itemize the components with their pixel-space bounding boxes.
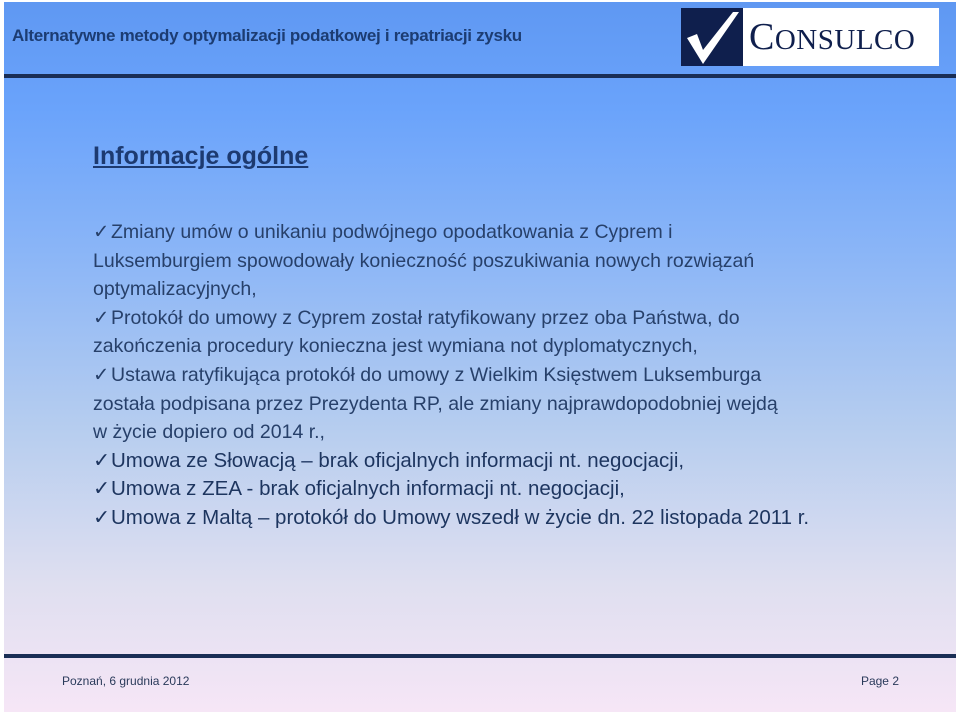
bullet-text: Umowa z Maltą – protokół do Umowy wszedł w życie dn. 22 listopada 2011 r. <box>111 505 810 529</box>
bullet-text: została podpisana przez Prezydenta RP, ale zmiany najprawdopodobniej wejdą <box>93 392 778 415</box>
bullet-line <box>93 390 809 419</box>
checkmark-icon: ✓ <box>93 221 110 243</box>
bullet-list <box>93 218 809 533</box>
bullet-line <box>93 418 809 447</box>
bullet-text: w życie dopiero od 2014 r., <box>93 421 325 444</box>
bullet-text: Zmiany umów o unikaniu podwójnego opodatkowania z Cyprem i <box>111 221 673 243</box>
logo-text: CONSULCO <box>749 16 916 58</box>
consulco-logo <box>681 8 939 66</box>
bullet-line <box>93 247 809 276</box>
bullet-text: Protokół do umowy z Cyprem został ratyfikowany przez oba Państwa, do <box>111 306 740 329</box>
checkmark-icon: ✓ <box>93 306 110 329</box>
bullet-line <box>93 304 809 333</box>
bullet-text: zakończenia procedury konieczna jest wymiana not dyplomatycznych, <box>93 335 698 358</box>
bullet-text: Luksemburgiem spowodowały konieczność poszukiwania nowych rozwiązań <box>93 249 755 272</box>
bullet-text: optymalizacyjnych, <box>93 278 257 301</box>
footer-divider <box>4 654 956 658</box>
header-title: Alternatywne metody optymalizacji podatkowej i repatriacji zysku <box>12 26 522 45</box>
slide-title: Informacje ogólne <box>93 142 309 170</box>
slide <box>4 2 956 712</box>
bullet-line <box>93 332 809 361</box>
bullet-text: Umowa z ZEA - brak oficjalnych informacji nt. negocjacji, <box>111 477 625 501</box>
bullet-line <box>93 447 809 476</box>
footer-date: Poznań, 6 grudnia 2012 <box>62 674 190 688</box>
bullet-line <box>93 475 809 504</box>
checkmark-icon: ✓ <box>93 477 111 501</box>
bullet-line <box>93 504 809 533</box>
page-number: Page 2 <box>860 674 899 688</box>
header-divider <box>4 74 956 78</box>
checkmark-logo-icon <box>681 8 743 66</box>
checkmark-icon: ✓ <box>93 505 111 529</box>
bullet-text: Umowa ze Słowacją – brak oficjalnych informacji nt. negocjacji, <box>111 448 685 472</box>
bullet-line <box>93 361 809 390</box>
bullet-line <box>93 218 809 247</box>
checkmark-icon: ✓ <box>93 448 111 472</box>
checkmark-icon: ✓ <box>93 363 110 386</box>
bullet-text: Ustawa ratyfikująca protokół do umowy z Wielkim Księstwem Luksemburga <box>111 363 762 386</box>
bullet-line <box>93 275 809 304</box>
